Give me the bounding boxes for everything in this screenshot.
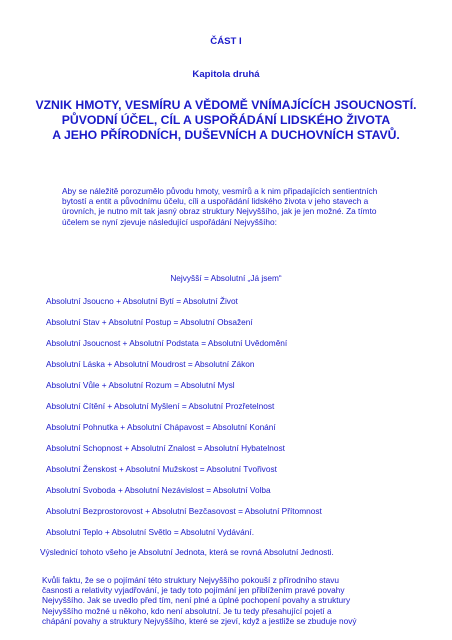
- part-heading: ČÁST I: [210, 36, 242, 47]
- equation-line: Absolutní Bezprostorovost + Absolutní Bezčasovost = Absolutní Přítomnost: [46, 506, 322, 516]
- paragraph-line: bytostí a entit a původnímu účelu, cíli a uspořádání lidského života v jeho stavech a: [62, 196, 369, 207]
- equation-line: Absolutní Svoboda + Absolutní Nezávislost = Absolutní Volba: [46, 485, 271, 495]
- equation-line: Absolutní Cítění + Absolutní Myšlení = Absolutní Prozřetelnost: [46, 401, 275, 411]
- paragraph-line: Nejvyššího možné u někoho, kdo není absolutní. Je tu tedy přesahující pojetí a: [42, 605, 332, 616]
- paragraph-line: Aby se náležitě porozumělo původu hmoty, vesmírů a k nim připadajících sentientních: [62, 186, 378, 196]
- paragraph-line: chápání povahy a struktury Nejvyššího, které se zjeví, když a jestliže se zbuduje nový: [42, 615, 357, 626]
- supreme-definition: Nejvyšší = Absolutní „Já jsem“: [170, 273, 282, 283]
- equation-line: Absolutní Stav + Absolutní Postup = Absolutní Obsažení: [46, 317, 253, 327]
- equation-line: Absolutní Pohnutka + Absolutní Chápavost = Absolutní Konání: [46, 422, 276, 432]
- paragraph-line: účelem se nyní zjevuje následující uspořádání Nejvyššího:: [62, 216, 277, 227]
- equation-line: Absolutní Ženskost + Absolutní Mužskost = Absolutní Tvořivost: [46, 464, 277, 474]
- title-line: A JEHO PŘÍRODNÍCH, DUŠEVNÍCH A DUCHOVNÍCH STAVŮ.: [52, 128, 400, 142]
- chapter-heading: Kapitola druhá: [192, 69, 260, 80]
- equation-line: Absolutní Teplo + Absolutní Světlo = Absolutní Vydávání.: [46, 527, 255, 537]
- equation-line: Absolutní Jsoucno + Absolutní Bytí = Absolutní Život: [46, 296, 238, 306]
- equation-line: Absolutní Jsoucnost + Absolutní Podstata = Absolutní Uvědomění: [46, 338, 288, 348]
- intro-paragraph: [62, 186, 397, 227]
- equation-line: Absolutní Láska + Absolutní Moudrost = Absolutní Zákon: [46, 359, 255, 369]
- paragraph-line: úrovních, je nutno mít tak jasný obraz struktury Nejvyššího, jak je jen možné. Za tímto: [62, 206, 377, 217]
- paragraph-line: Kvůli faktu, že se o pojímání této struktury Nejvyššího pokouší z přírodního stavu: [42, 575, 339, 585]
- equation-line: Absolutní Schopnost + Absolutní Znalost = Absolutní Hybatelnost: [46, 443, 285, 453]
- equation-line: Absolutní Vůle + Absolutní Rozum = Absolutní Mysl: [46, 380, 235, 390]
- closing-statement: Výslednicí tohoto všeho je Absolutní Jednota, která se rovná Absolutní Jednosti.: [40, 547, 334, 557]
- title-line: VZNIK HMOTY, VESMÍRU A VĚDOMĚ VNÍMAJÍCÍCH JSOUCNOSTÍ.: [35, 98, 417, 112]
- chapter-title: [0, 98, 452, 143]
- paragraph-line: časnosti a relativity vyjadřování, je tady toto pojímání jen přiblížením pravé povahy: [42, 585, 345, 596]
- paragraph-line: Nejvyššího. Jak se uvedlo před tím, není plné a úplné pochopení povahy a struktury: [42, 595, 351, 606]
- final-paragraph: [42, 575, 414, 626]
- title-line: PŮVODNÍ ÚČEL, CÍL A USPOŘÁDÁNÍ LIDSKÉHO ŽIVOTA: [61, 113, 391, 127]
